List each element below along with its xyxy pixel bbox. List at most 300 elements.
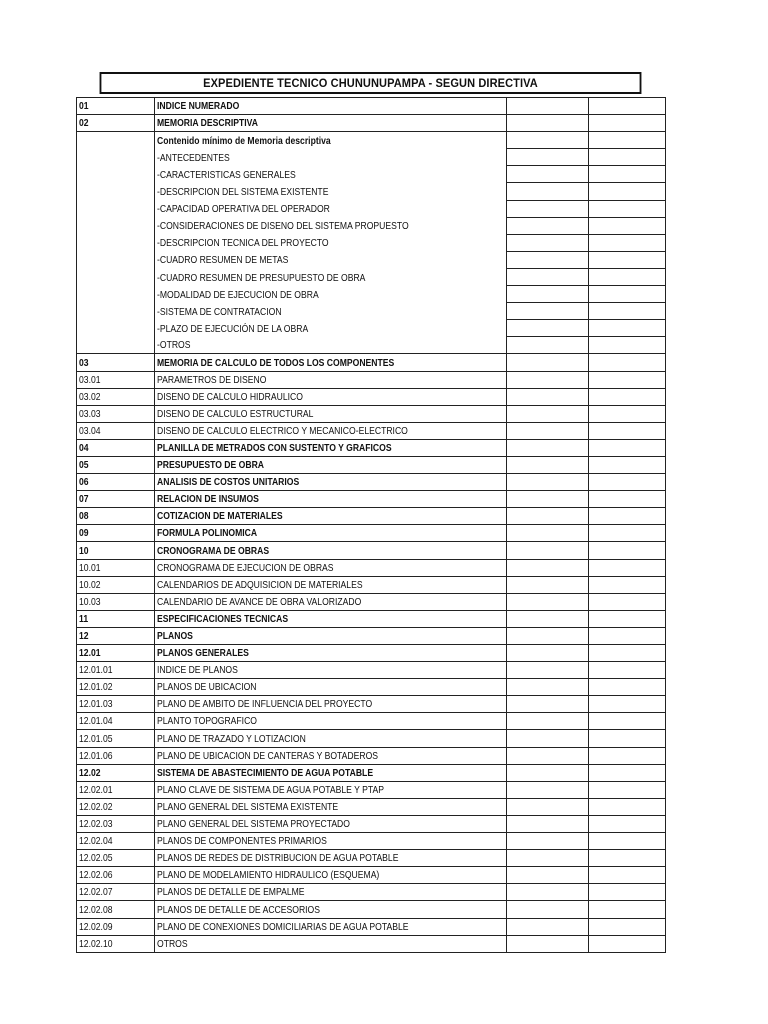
- check-cell-2: [589, 645, 666, 662]
- item-code-cell: [77, 200, 155, 217]
- item-description: PLANOS DE COMPONENTES PRIMARIOS: [157, 835, 327, 848]
- item-code: 11: [79, 612, 89, 625]
- check-cell-1: [507, 867, 589, 884]
- item-description: PLANILLA DE METRADOS CON SUSTENTO Y GRAFICOS: [157, 441, 392, 454]
- item-description: -MODALIDAD DE EJECUCION DE OBRA: [157, 288, 319, 301]
- item-description: INDICE DE PLANOS: [157, 664, 238, 677]
- item-code: 12.01: [79, 647, 101, 660]
- item-code-cell: [77, 166, 155, 183]
- check-cell-1: [507, 918, 589, 935]
- item-code-cell: [77, 850, 155, 867]
- item-description: -PLAZO DE EJECUCIÓN DE LA OBRA: [157, 322, 309, 335]
- check-cell-1: [507, 388, 589, 405]
- check-cell-1: [507, 474, 589, 491]
- item-description-cell: [155, 149, 507, 166]
- item-description-cell: [155, 422, 507, 439]
- check-cell-2: [589, 764, 666, 781]
- table-row: [77, 918, 666, 935]
- item-code-cell: [77, 371, 155, 388]
- check-cell-1: [507, 833, 589, 850]
- table-row: [77, 679, 666, 696]
- check-cell-2: [589, 371, 666, 388]
- item-code-cell: [77, 115, 155, 132]
- check-cell-1: [507, 456, 589, 473]
- table-row: [77, 713, 666, 730]
- item-description-cell: [155, 286, 507, 303]
- table-row: [77, 422, 666, 439]
- table-row: [77, 149, 666, 166]
- table-row: [77, 234, 666, 251]
- table-row: [77, 474, 666, 491]
- table-row: [77, 98, 666, 115]
- check-cell-2: [589, 525, 666, 542]
- item-description: PLANOS DE UBICACION: [157, 681, 257, 694]
- item-description-cell: [155, 627, 507, 644]
- table-row: [77, 354, 666, 371]
- item-description: DISENO DE CALCULO ESTRUCTURAL: [157, 407, 314, 420]
- item-description-cell: [155, 815, 507, 832]
- item-code: 12.02.08: [79, 903, 113, 916]
- table-row: [77, 627, 666, 644]
- item-code-cell: [77, 781, 155, 798]
- check-cell-1: [507, 850, 589, 867]
- item-code: 12.02.06: [79, 869, 113, 882]
- item-code-cell: [77, 388, 155, 405]
- item-code-cell: [77, 593, 155, 610]
- table-row: [77, 747, 666, 764]
- table-row: [77, 115, 666, 132]
- check-cell-2: [589, 576, 666, 593]
- item-description-cell: [155, 884, 507, 901]
- check-cell-2: [589, 679, 666, 696]
- check-cell-1: [507, 935, 589, 952]
- check-cell-2: [589, 251, 666, 268]
- check-cell-2: [589, 798, 666, 815]
- check-cell-2: [589, 747, 666, 764]
- item-code-cell: [77, 713, 155, 730]
- item-description: PLANO CLAVE DE SISTEMA DE AGUA POTABLE Y PTAP: [157, 783, 384, 796]
- item-code-cell: [77, 867, 155, 884]
- item-code-cell: [77, 320, 155, 337]
- item-description-cell: [155, 251, 507, 268]
- item-code: 12.02.02: [79, 800, 113, 813]
- table-row: [77, 730, 666, 747]
- check-cell-2: [589, 183, 666, 200]
- table-row: [77, 439, 666, 456]
- check-cell-2: [589, 696, 666, 713]
- item-description-cell: [155, 662, 507, 679]
- check-cell-2: [589, 439, 666, 456]
- check-cell-1: [507, 217, 589, 234]
- check-cell-1: [507, 149, 589, 166]
- item-code: 01: [79, 100, 89, 113]
- item-description-cell: [155, 542, 507, 559]
- item-description: -ANTECEDENTES: [157, 151, 230, 164]
- item-code: 03.02: [79, 390, 101, 403]
- table-row: [77, 508, 666, 525]
- item-description: -CAPACIDAD OPERATIVA DEL OPERADOR: [157, 203, 330, 216]
- item-code-cell: [77, 901, 155, 918]
- check-cell-2: [589, 593, 666, 610]
- check-cell-2: [589, 918, 666, 935]
- item-code-cell: [77, 422, 155, 439]
- item-code: 10: [79, 544, 89, 557]
- item-description: -SISTEMA DE CONTRATACION: [157, 305, 282, 318]
- item-description-cell: [155, 764, 507, 781]
- check-cell-2: [589, 901, 666, 918]
- item-description-cell: [155, 576, 507, 593]
- check-cell-2: [589, 850, 666, 867]
- item-description: FORMULA POLINOMICA: [157, 527, 258, 540]
- check-cell-2: [589, 388, 666, 405]
- item-code: 12.01.01: [79, 664, 113, 677]
- item-code-cell: [77, 764, 155, 781]
- check-cell-1: [507, 610, 589, 627]
- item-code: 12.01.03: [79, 698, 113, 711]
- item-description: DISENO DE CALCULO HIDRAULICO: [157, 390, 303, 403]
- table-row: [77, 833, 666, 850]
- check-cell-1: [507, 781, 589, 798]
- check-cell-2: [589, 320, 666, 337]
- check-cell-2: [589, 730, 666, 747]
- check-cell-1: [507, 508, 589, 525]
- item-code: 02: [79, 117, 89, 130]
- item-code: 12.02.07: [79, 886, 113, 899]
- item-description-cell: [155, 935, 507, 952]
- item-code-cell: [77, 815, 155, 832]
- check-cell-1: [507, 747, 589, 764]
- item-description-cell: [155, 593, 507, 610]
- check-cell-1: [507, 234, 589, 251]
- item-description-cell: [155, 781, 507, 798]
- item-description-cell: [155, 354, 507, 371]
- check-cell-2: [589, 166, 666, 183]
- item-description: PLANOS GENERALES: [157, 647, 249, 660]
- item-description: MEMORIA DESCRIPTIVA: [157, 117, 258, 130]
- check-cell-1: [507, 251, 589, 268]
- item-code: 06: [79, 476, 89, 489]
- item-code: 12.02.05: [79, 852, 113, 865]
- check-cell-2: [589, 98, 666, 115]
- table-row: [77, 217, 666, 234]
- table-row: [77, 781, 666, 798]
- item-code-cell: [77, 730, 155, 747]
- item-description-cell: [155, 713, 507, 730]
- item-description-cell: [155, 559, 507, 576]
- item-code: 08: [79, 510, 89, 523]
- check-cell-1: [507, 439, 589, 456]
- item-description: MEMORIA DE CALCULO DE TODOS LOS COMPONENTES: [157, 356, 395, 369]
- table-row: [77, 337, 666, 354]
- document-sheet: [76, 72, 665, 953]
- check-cell-2: [589, 303, 666, 320]
- item-code: 12.01.06: [79, 749, 113, 762]
- table-row: [77, 132, 666, 149]
- item-description-cell: [155, 234, 507, 251]
- item-description: PLANO DE CONEXIONES DOMICILIARIAS DE AGUA POTABLE: [157, 920, 409, 933]
- item-description-cell: [155, 645, 507, 662]
- check-cell-1: [507, 166, 589, 183]
- check-cell-2: [589, 234, 666, 251]
- check-cell-1: [507, 337, 589, 354]
- item-description: CRONOGRAMA DE EJECUCION DE OBRAS: [157, 561, 334, 574]
- check-cell-1: [507, 713, 589, 730]
- item-description: DISENO DE CALCULO ELECTRICO Y MECANICO-ELECTRICO: [157, 424, 408, 437]
- table-row: [77, 815, 666, 832]
- table-row: [77, 183, 666, 200]
- item-code-cell: [77, 525, 155, 542]
- item-description: PLANOS DE DETALLE DE ACCESORIOS: [157, 903, 321, 916]
- item-code-cell: [77, 474, 155, 491]
- item-description: -DESCRIPCION DEL SISTEMA EXISTENTE: [157, 186, 329, 199]
- item-description-cell: [155, 166, 507, 183]
- item-description: INDICE NUMERADO: [157, 100, 240, 113]
- table-row: [77, 884, 666, 901]
- item-description-cell: [155, 200, 507, 217]
- item-description: PLANOS DE REDES DE DISTRIBUCION DE AGUA POTABLE: [157, 852, 399, 865]
- table-row: [77, 662, 666, 679]
- item-description: CALENDARIO DE AVANCE DE OBRA VALORIZADO: [157, 595, 362, 608]
- item-code: 03.04: [79, 424, 101, 437]
- check-cell-2: [589, 559, 666, 576]
- item-code: 09: [79, 527, 89, 540]
- item-code-cell: [77, 183, 155, 200]
- item-description: -DESCRIPCION TECNICA DEL PROYECTO: [157, 237, 329, 250]
- check-cell-1: [507, 679, 589, 696]
- check-cell-1: [507, 491, 589, 508]
- check-cell-2: [589, 815, 666, 832]
- item-description-cell: [155, 268, 507, 285]
- item-description-cell: [155, 439, 507, 456]
- item-code-cell: [77, 456, 155, 473]
- item-code-cell: [77, 303, 155, 320]
- table-row: [77, 405, 666, 422]
- item-code-cell: [77, 833, 155, 850]
- table-row: [77, 798, 666, 815]
- table-row: [77, 576, 666, 593]
- item-code-cell: [77, 610, 155, 627]
- check-cell-1: [507, 303, 589, 320]
- item-code-cell: [77, 132, 155, 149]
- item-code: 03.03: [79, 407, 101, 420]
- table-row: [77, 491, 666, 508]
- item-code: 12.02.03: [79, 818, 113, 831]
- item-description-cell: [155, 798, 507, 815]
- item-code-cell: [77, 337, 155, 354]
- check-cell-2: [589, 627, 666, 644]
- item-code-cell: [77, 559, 155, 576]
- check-cell-1: [507, 884, 589, 901]
- check-cell-1: [507, 730, 589, 747]
- item-description-cell: [155, 696, 507, 713]
- check-cell-1: [507, 422, 589, 439]
- item-code-cell: [77, 149, 155, 166]
- table-row: [77, 320, 666, 337]
- check-cell-1: [507, 115, 589, 132]
- item-description-cell: [155, 679, 507, 696]
- item-code: 10.02: [79, 578, 101, 591]
- item-code: 12.02.01: [79, 783, 113, 796]
- check-cell-1: [507, 268, 589, 285]
- check-cell-1: [507, 798, 589, 815]
- item-code: 10.01: [79, 561, 101, 574]
- item-code-cell: [77, 645, 155, 662]
- check-cell-2: [589, 337, 666, 354]
- check-cell-1: [507, 627, 589, 644]
- item-code-cell: [77, 508, 155, 525]
- item-code-cell: [77, 935, 155, 952]
- item-code: 12.02: [79, 766, 101, 779]
- item-code-cell: [77, 234, 155, 251]
- check-cell-1: [507, 542, 589, 559]
- item-description: -OTROS: [157, 339, 191, 352]
- table-row: [77, 867, 666, 884]
- check-cell-1: [507, 98, 589, 115]
- check-cell-1: [507, 901, 589, 918]
- check-cell-2: [589, 662, 666, 679]
- item-description: -CUADRO RESUMEN DE METAS: [157, 254, 289, 267]
- check-cell-2: [589, 884, 666, 901]
- item-description-cell: [155, 747, 507, 764]
- check-cell-2: [589, 149, 666, 166]
- check-cell-1: [507, 320, 589, 337]
- item-code-cell: [77, 576, 155, 593]
- check-cell-1: [507, 371, 589, 388]
- item-code-cell: [77, 439, 155, 456]
- item-description: COTIZACION DE MATERIALES: [157, 510, 283, 523]
- table-row: [77, 764, 666, 781]
- check-cell-1: [507, 576, 589, 593]
- item-description: -CUADRO RESUMEN DE PRESUPUESTO DE OBRA: [157, 271, 366, 284]
- item-description: PRESUPUESTO DE OBRA: [157, 459, 265, 472]
- item-code-cell: [77, 268, 155, 285]
- item-code-cell: [77, 918, 155, 935]
- item-code-cell: [77, 354, 155, 371]
- check-cell-1: [507, 354, 589, 371]
- item-description-cell: [155, 388, 507, 405]
- check-cell-2: [589, 354, 666, 371]
- item-code: 12.02.10: [79, 937, 113, 950]
- item-description: PLANO DE MODELAMIENTO HIDRAULICO (ESQUEMA): [157, 869, 380, 882]
- check-cell-2: [589, 456, 666, 473]
- item-description: -CONSIDERACIONES DE DISENO DEL SISTEMA PROPUESTO: [157, 220, 409, 233]
- item-description-cell: [155, 833, 507, 850]
- item-description-cell: [155, 303, 507, 320]
- check-cell-2: [589, 115, 666, 132]
- table-row: [77, 268, 666, 285]
- check-cell-1: [507, 525, 589, 542]
- item-description-cell: [155, 405, 507, 422]
- item-code-cell: [77, 679, 155, 696]
- item-code-cell: [77, 696, 155, 713]
- table-row: [77, 593, 666, 610]
- check-cell-2: [589, 491, 666, 508]
- table-row: [77, 525, 666, 542]
- table-row: [77, 286, 666, 303]
- item-code: 03.01: [79, 373, 101, 386]
- check-cell-1: [507, 200, 589, 217]
- table-row: [77, 251, 666, 268]
- item-description-cell: [155, 525, 507, 542]
- item-description-cell: [155, 98, 507, 115]
- check-cell-1: [507, 559, 589, 576]
- item-code: 05: [79, 459, 89, 472]
- item-description-cell: [155, 456, 507, 473]
- item-description: PARAMETROS DE DISENO: [157, 373, 267, 386]
- check-cell-2: [589, 405, 666, 422]
- table-row: [77, 388, 666, 405]
- item-description: PLANTO TOPOGRAFICO: [157, 715, 258, 728]
- item-description: PLANOS: [157, 630, 193, 642]
- item-code: 07: [79, 493, 89, 506]
- table-row: [77, 901, 666, 918]
- item-code-cell: [77, 542, 155, 559]
- item-code-cell: [77, 286, 155, 303]
- check-cell-2: [589, 610, 666, 627]
- item-description: SISTEMA DE ABASTECIMIENTO DE AGUA POTABLE: [157, 766, 374, 779]
- table-row: [77, 456, 666, 473]
- check-cell-1: [507, 815, 589, 832]
- index-table: [76, 97, 666, 953]
- check-cell-1: [507, 183, 589, 200]
- item-description: CRONOGRAMA DE OBRAS: [157, 544, 270, 557]
- table-row: [77, 935, 666, 952]
- item-description-cell: [155, 183, 507, 200]
- check-cell-1: [507, 132, 589, 149]
- item-code-cell: [77, 884, 155, 901]
- item-code-cell: [77, 662, 155, 679]
- item-description: PLANO GENERAL DEL SISTEMA PROYECTADO: [157, 818, 350, 831]
- table-row: [77, 542, 666, 559]
- check-cell-1: [507, 662, 589, 679]
- item-description-cell: [155, 115, 507, 132]
- check-cell-1: [507, 764, 589, 781]
- table-row: [77, 303, 666, 320]
- item-code: 03: [79, 356, 89, 369]
- item-code: 04: [79, 441, 89, 454]
- item-description-cell: [155, 320, 507, 337]
- item-description: RELACION DE INSUMOS: [157, 493, 259, 506]
- check-cell-2: [589, 217, 666, 234]
- check-cell-2: [589, 132, 666, 149]
- item-description: -CARACTERISTICAS GENERALES: [157, 168, 296, 181]
- item-code-cell: [77, 98, 155, 115]
- check-cell-2: [589, 286, 666, 303]
- item-description-cell: [155, 371, 507, 388]
- check-cell-2: [589, 268, 666, 285]
- item-description-cell: [155, 850, 507, 867]
- item-code: 12.02.09: [79, 920, 113, 933]
- item-description: CALENDARIOS DE ADQUISICION DE MATERIALES: [157, 578, 363, 591]
- check-cell-2: [589, 935, 666, 952]
- item-code-cell: [77, 491, 155, 508]
- item-code: 12.01.02: [79, 681, 113, 694]
- table-row: [77, 850, 666, 867]
- item-description-cell: [155, 132, 507, 149]
- item-description: ANALISIS DE COSTOS UNITARIOS: [157, 476, 300, 489]
- item-description-cell: [155, 918, 507, 935]
- table-row: [77, 610, 666, 627]
- item-description: ESPECIFICACIONES TECNICAS: [157, 612, 289, 625]
- item-description-cell: [155, 901, 507, 918]
- table-row: [77, 371, 666, 388]
- table-row: [77, 645, 666, 662]
- item-description-cell: [155, 610, 507, 627]
- check-cell-2: [589, 833, 666, 850]
- item-code: 12.01.04: [79, 715, 113, 728]
- document-title: EXPEDIENTE TECNICO CHUNUNUPAMPA - SEGUN DIRECTIVA: [100, 72, 642, 94]
- item-code-cell: [77, 251, 155, 268]
